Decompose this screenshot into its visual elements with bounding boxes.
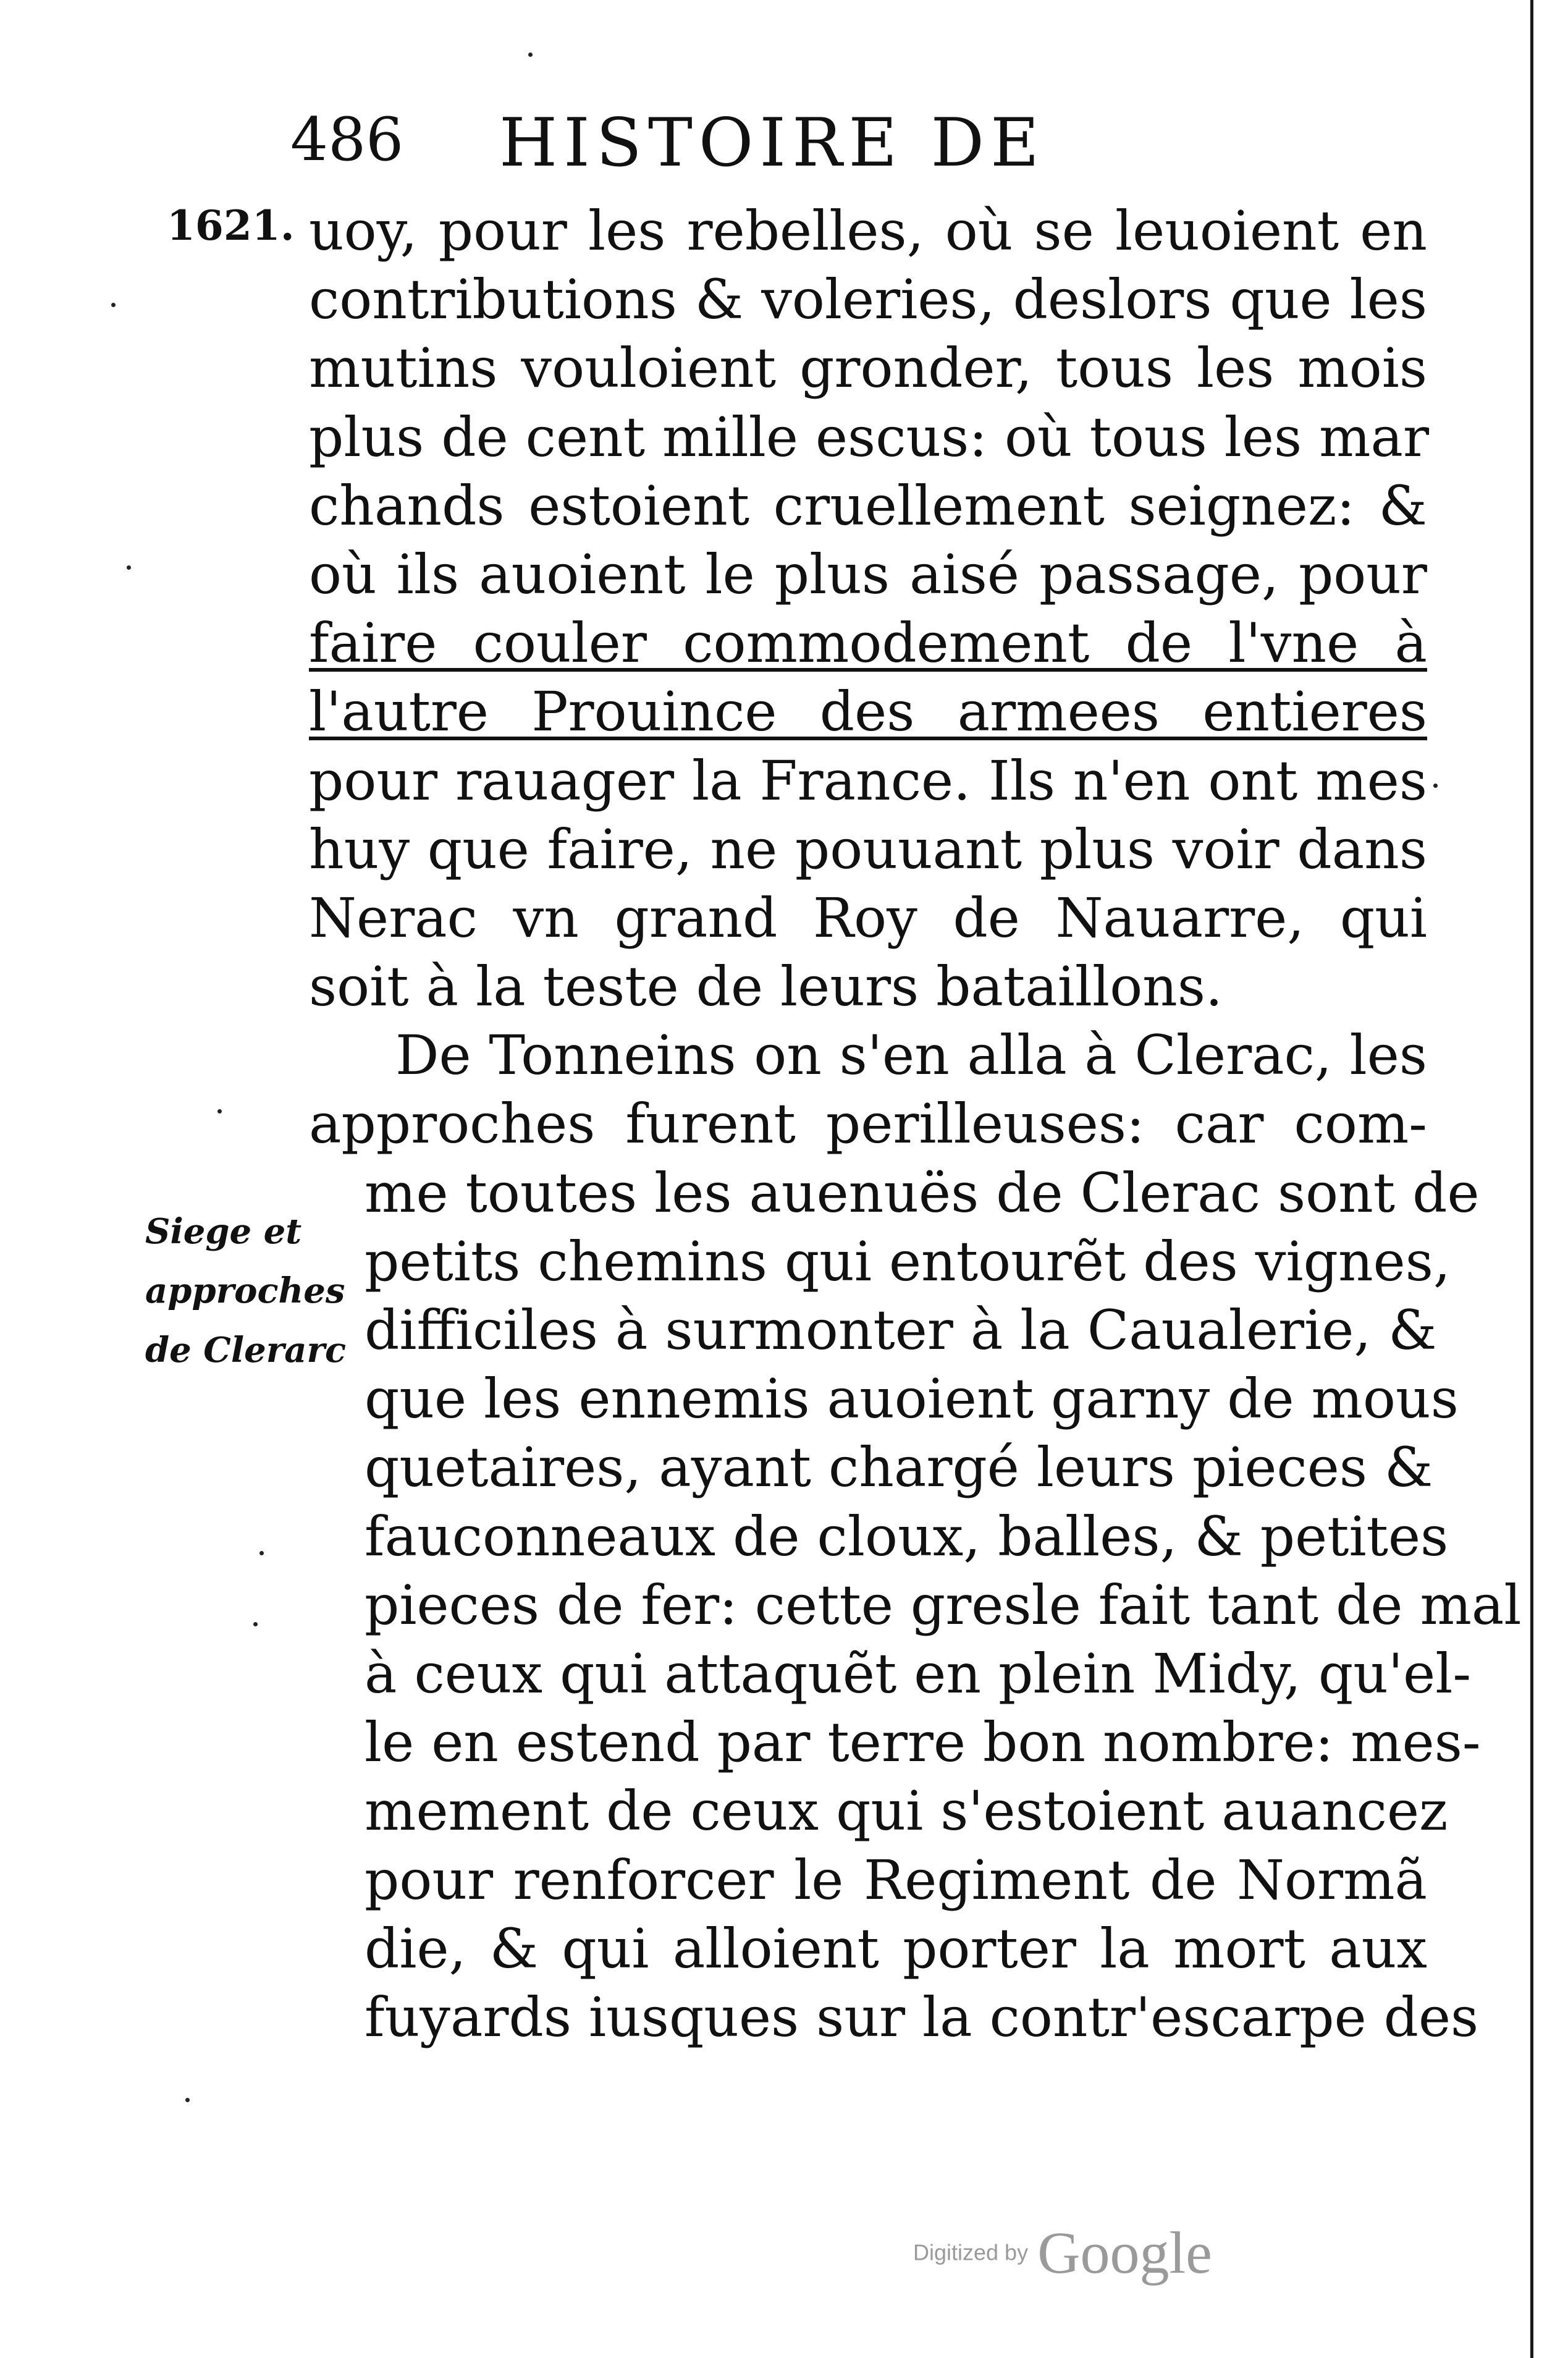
watermark-prefix: Digitized by <box>913 2239 1029 2265</box>
text-line: plus de cent mille escus: où tous les mar <box>309 405 1430 469</box>
text-line: le en estend par terre bon nombre: mes- <box>365 1710 1481 1775</box>
ink-speck <box>259 1551 264 1555</box>
ink-speck <box>217 1109 222 1114</box>
text-line: pour rauager la France. Ils n'en ont mes <box>309 748 1427 813</box>
text-line: pour renforcer le Regiment de Normã <box>365 1848 1427 1912</box>
digitization-watermark <box>913 2218 1212 2287</box>
ink-speck <box>111 303 116 307</box>
marginal-note <box>145 1202 349 1380</box>
paragraph-start-line: De Tonneins on s'en alla à Clerac, les <box>395 1023 1427 1088</box>
text-line: à ceux qui attaquẽt en plein Midy, qu'el- <box>365 1641 1472 1705</box>
ink-speck <box>127 565 131 570</box>
text-line: chands estoient cruellement seignez: & <box>309 473 1427 538</box>
page-edge-rule <box>1530 0 1533 2358</box>
watermark-brand: Google <box>1037 2220 1212 2286</box>
ink-speck <box>185 2098 190 2102</box>
text-line: où ils auoient le plus aisé passage, pour <box>309 542 1427 606</box>
running-head: HISTOIRE DE <box>499 104 1045 182</box>
text-line: fauconneaux de cloux, balles, & petites <box>365 1504 1449 1568</box>
ink-speck <box>1433 784 1438 788</box>
marginal-note-line: de Clerarc <box>145 1330 347 1371</box>
text-line: pieces de fer: cette gresle fait tant de mal <box>365 1573 1522 1637</box>
text-line: me toutes les auenuës de Clerac sont de <box>365 1160 1480 1225</box>
text-line: approches furent perilleuses: car com- <box>309 1092 1427 1156</box>
text-line: die, & qui alloient porter la mort aux <box>365 1916 1427 1980</box>
text-line-underlined: l'autre Prouince des armees entieres <box>309 680 1427 744</box>
text-line: difficiles à surmonter à la Caualerie, & <box>365 1298 1437 1362</box>
marginal-note-line: approches <box>145 1270 345 1311</box>
text-line: mutins vouloient gronder, tous les mois <box>309 336 1427 400</box>
text-line: contributions & voleries, deslors que les <box>309 268 1427 332</box>
page-number: 486 <box>290 105 404 174</box>
text-line: quetaires, ayant chargé leurs pieces & <box>365 1435 1433 1500</box>
text-line-underlined: faire couler commodement de l'vne à <box>309 611 1427 675</box>
text-line: huy que faire, ne pouuant plus voir dans <box>309 817 1427 881</box>
text-line: mement de ceux qui s'estoient auancez <box>365 1779 1448 1843</box>
text-line: fuyards iusques sur la contr'escarpe des <box>365 1985 1479 2049</box>
ink-speck <box>528 53 533 57</box>
ink-speck <box>253 1622 258 1626</box>
text-line: Nerac vn grand Roy de Nauarre, qui <box>309 885 1427 950</box>
margin-year: 1621. <box>167 201 295 250</box>
text-line: petits chemins qui entourẽt des vignes, <box>365 1229 1451 1293</box>
text-line: que les ennemis auoient garny de mous <box>365 1367 1459 1431</box>
marginal-note-line: Siege et <box>145 1211 302 1252</box>
text-line: soit à la teste de leurs bataillons. <box>309 955 1223 1019</box>
text-line: uoy, pour les rebelles, où se leuoient en <box>309 199 1427 263</box>
body-text <box>309 196 1522 2052</box>
